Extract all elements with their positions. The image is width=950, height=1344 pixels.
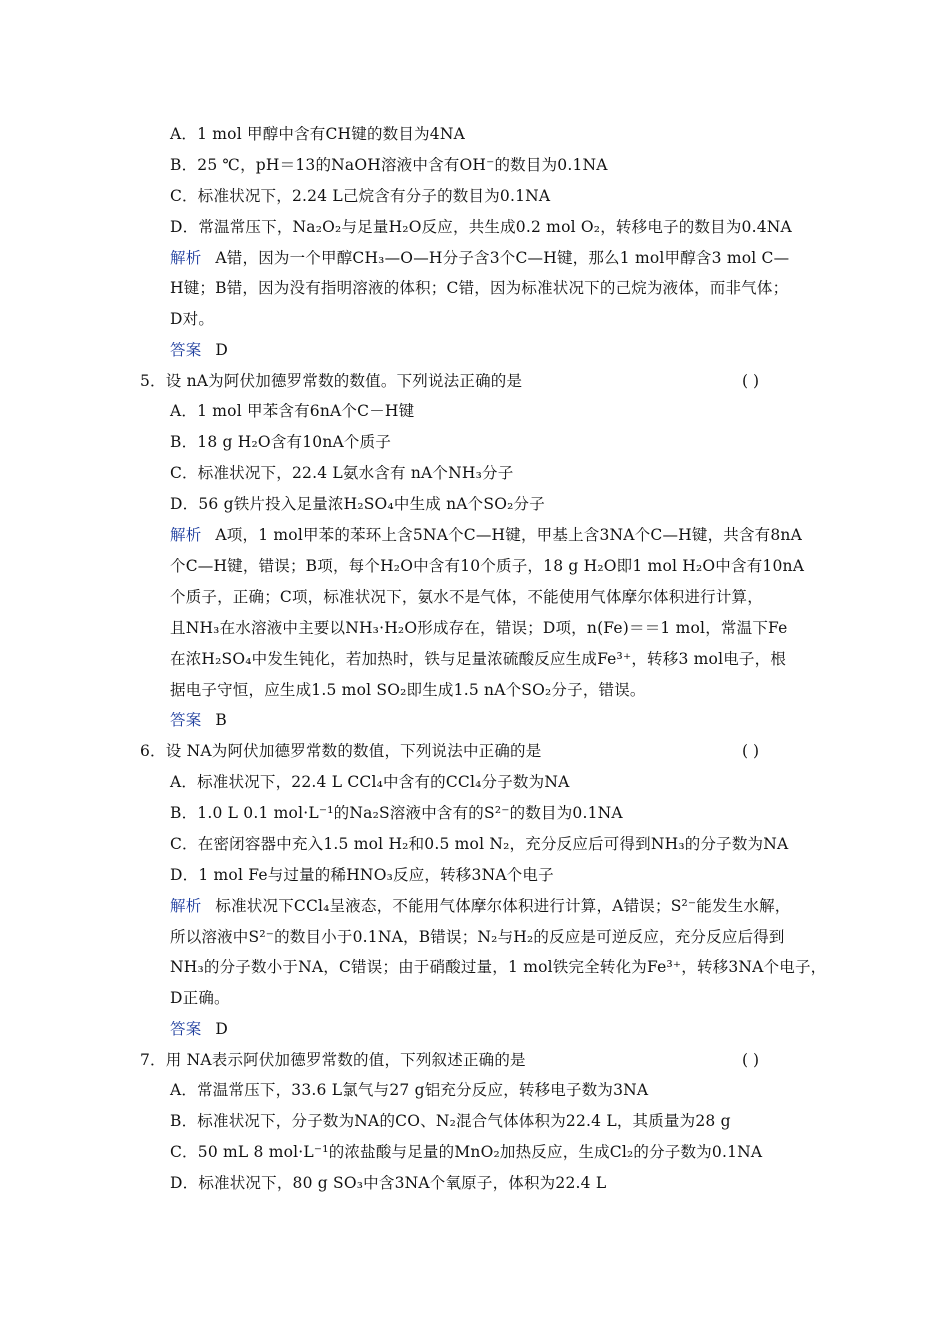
q7-option-c: C．50 mL 8 mol·L⁻¹的浓盐酸与足量的MnO₂加热反应，生成Cl₂的分子数为0.1NA [170, 1143, 763, 1161]
q4-explanation-line: D对。 [170, 310, 215, 328]
explanation-text: A项，1 mol甲苯的苯环上含5NA个C—H键，甲基上含3NA个C—H键，共含有8nA [215, 526, 803, 544]
q4-option-b: B．25 ℃，pH＝13的NaOH溶液中含有OH⁻的数目为0.1NA [170, 156, 608, 174]
q5-option-a: A．1 mol 甲苯含有6nA个C－H键 [170, 402, 415, 420]
q6-option-a: A．标准状况下，22.4 L CCl₄中含有的CCl₄分子数为NA [170, 773, 570, 791]
answer-label: 答案 [170, 341, 202, 359]
explanation-label: 解析 [170, 526, 202, 544]
q4-explanation-line: H键；B错，因为没有指明溶液的体积；C错，因为标准状况下的己烷为液体，而非气体； [170, 279, 789, 297]
q5-explanation-line: 据电子守恒，应生成1.5 mol SO₂即生成1.5 nA个SO₂分子，错误。 [170, 681, 646, 699]
q6-answer-blank: ( ) [742, 742, 760, 760]
q6-stem: 6．设 NA为阿伏加德罗常数的数值，下列说法中正确的是 [140, 742, 542, 760]
q5-explanation-line: 个质子，正确；C项，标准状况下，氨水不是气体，不能使用气体摩尔体积进行计算， [170, 588, 763, 606]
q5-explanation-line: 且NH₃在水溶液中主要以NH₃·H₂O形成存在，错误；D项，n(Fe)＝＝1 mol，常温下Fe [170, 619, 788, 637]
q4-option-a: A．1 mol 甲醇中含有CH键的数目为4NA [170, 125, 465, 143]
q7-option-b: B．标准状况下，分子数为NA的CO、N₂混合气体体积为22.4 L，其质量为28 g [170, 1112, 731, 1130]
q4-option-c: C．标准状况下，2.24 L己烷含有分子的数目为0.1NA [170, 187, 551, 205]
q7-answer-blank: ( ) [742, 1051, 760, 1069]
q7-stem: 7．用 NA表示阿伏加德罗常数的值，下列叙述正确的是 [140, 1051, 526, 1069]
q5-answer-blank: ( ) [742, 372, 760, 390]
q5-stem: 5．设 nA为阿伏加德罗常数的数值。下列说法正确的是 [140, 372, 523, 390]
q5-option-c: C．标准状况下，22.4 L氨水含有 nA个NH₃分子 [170, 464, 514, 482]
answer-value: B [215, 711, 227, 729]
q7-option-a: A．常温常压下，33.6 L氯气与27 g铝充分反应，转移电子数为3NA [170, 1081, 649, 1099]
q6-explanation-line: D正确。 [170, 989, 230, 1007]
q5-option-d: D．56 g铁片投入足量浓H₂SO₄中生成 nA个SO₂分子 [170, 495, 545, 513]
explanation-text: 标准状况下CCl₄呈液态，不能用气体摩尔体积进行计算，A错误；S²⁻能发生水解， [215, 897, 791, 915]
answer-label: 答案 [170, 711, 202, 729]
q6-explanation-line: NH₃的分子数小于NA，C错误；由于硝酸过量，1 mol铁完全转化为Fe³⁺，转移3NA个电子， [170, 958, 827, 976]
q6-option-c: C．在密闭容器中充入1.5 mol H₂和0.5 mol N₂，充分反应后可得到NH₃的分子数为NA [170, 835, 789, 853]
explanation-label: 解析 [170, 897, 202, 915]
q6-explanation-line [170, 896, 791, 916]
q5-explanation-line: 在浓H₂SO₄中发生钝化，若加热时，铁与足量浓硫酸反应生成Fe³⁺，转移3 mol电子，根 [170, 650, 787, 668]
q5-explanation-line: 个C—H键，错误；B项，每个H₂O中含有10个质子，18 g H₂O即1 mol H₂O中含有10nA [170, 557, 805, 575]
q6-option-d: D．1 mol Fe与过量的稀HNO₃反应，转移3NA个电子 [170, 866, 554, 884]
q5-answer [170, 710, 227, 730]
explanation-label: 解析 [170, 249, 202, 267]
q5-option-b: B．18 g H₂O含有10nA个质子 [170, 433, 392, 451]
q6-option-b: B．1.0 L 0.1 mol·L⁻¹的Na₂S溶液中含有的S²⁻的数目为0.1NA [170, 804, 623, 822]
answer-value: D [215, 1020, 229, 1038]
explanation-text: A错，因为一个甲醇CH₃—O—H分子含3个C—H键，那么1 mol甲醇含3 mol C— [215, 249, 790, 267]
q5-explanation-line [170, 525, 802, 545]
answer-label: 答案 [170, 1020, 202, 1038]
answer-value: D [215, 341, 229, 359]
q6-explanation-line: 所以溶液中S²⁻的数目小于0.1NA，B错误；N₂与H₂的反应是可逆反应，充分反应后得到 [170, 928, 785, 946]
q4-explanation-line [170, 248, 789, 268]
q6-answer [170, 1019, 228, 1039]
q4-option-d: D．常温常压下，Na₂O₂与足量H₂O反应，共生成0.2 mol O₂，转移电子的数目为0.4NA [170, 218, 792, 236]
q4-answer [170, 340, 228, 360]
q7-option-d: D．标准状况下，80 g SO₃中含3NA个氧原子，体积为22.4 L [170, 1174, 607, 1192]
